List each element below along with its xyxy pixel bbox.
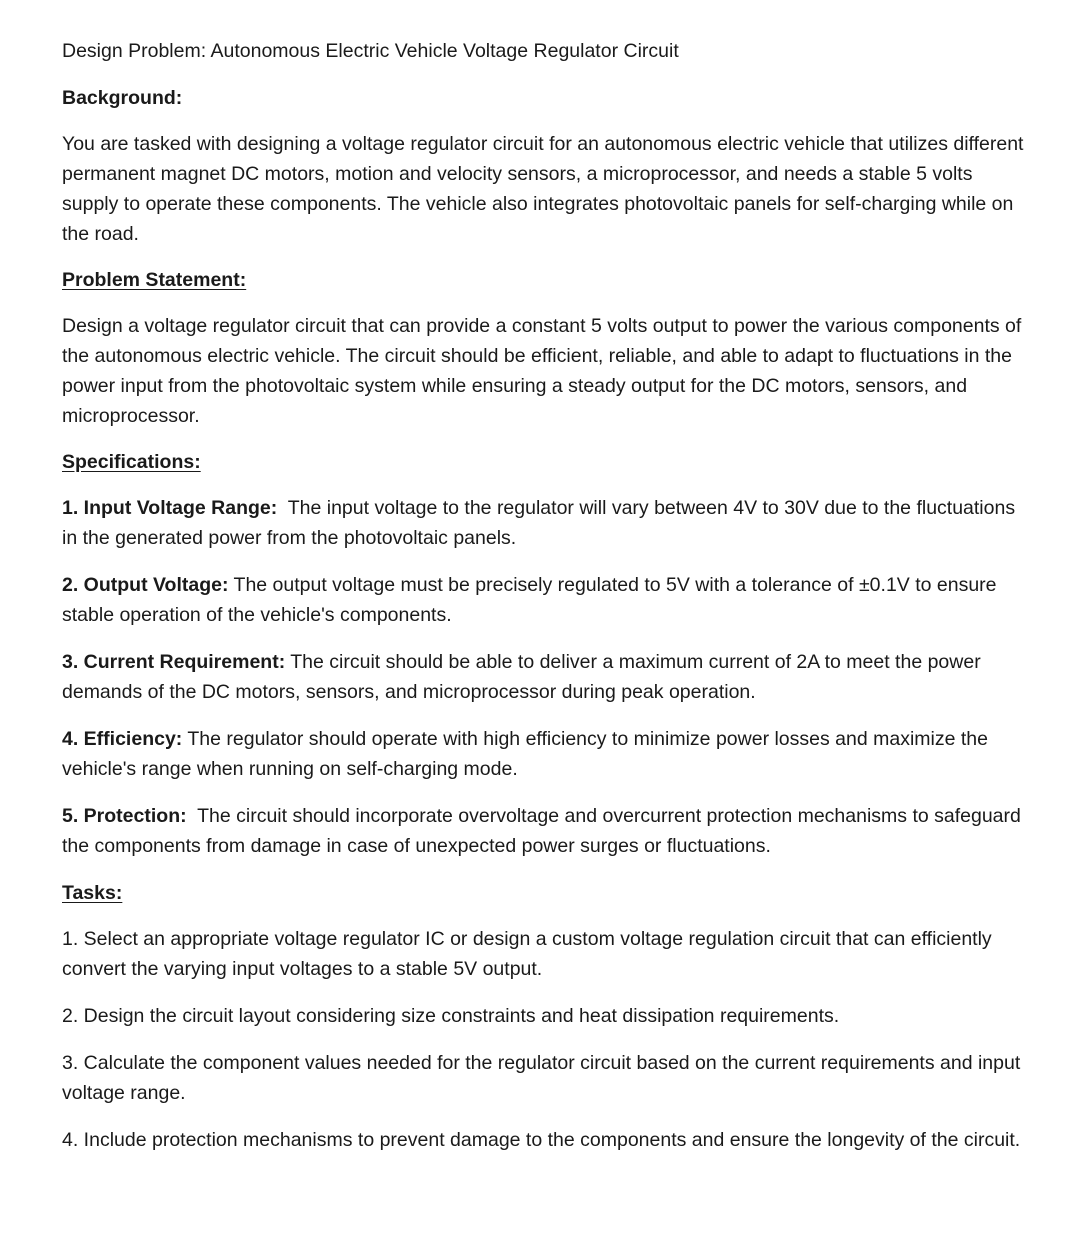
task-item: 1. Select an appropriate voltage regulator IC or design a custom voltage regulation circuit that can efficiently convert the varying input voltages to a stable 5V output. [62, 928, 992, 980]
spec-label: 2. Output Voltage: [62, 574, 229, 596]
task-item: 2. Design the circuit layout considering size constraints and heat dissipation requirements. [62, 1005, 840, 1027]
spec-item-output-voltage [62, 570, 1032, 630]
background-text: You are tasked with designing a voltage regulator circuit for an autonomous electric vehicle that utilizes different permanent magnet DC motors, motion and velocity sensors, a microprocessor, and needs a stable 5 volts supply to operate these components. The vehicle also integrates photovoltaic panels for self-charging while on the road. [62, 133, 1024, 245]
spec-item-protection [62, 801, 1032, 861]
task-item: 4. Include protection mechanisms to prevent damage to the components and ensure the longevity of the circuit. [62, 1129, 1021, 1151]
spec-text: The regulator should operate with high efficiency to minimize power losses and maximize the vehicle's range when running on self-charging mode. [62, 728, 994, 780]
spec-text: The output voltage must be precisely regulated to 5V with a tolerance of ±0.1V to ensure stable operation of the vehicle's components. [62, 574, 1002, 626]
spec-label: 5. Protection: [62, 805, 187, 827]
spec-item-efficiency [62, 724, 1032, 784]
tasks-heading: Tasks: [62, 882, 123, 904]
specifications-heading: Specifications: [62, 451, 201, 473]
background-heading: Background: [62, 87, 183, 109]
spec-text: The circuit should incorporate overvoltage and overcurrent protection mechanisms to safeguard the components from damage in case of unexpected power surges or fluctuations. [62, 805, 1027, 857]
problem-statement-text: Design a voltage regulator circuit that can provide a constant 5 volts output to power the various components of the autonomous electric vehicle. The circuit should be efficient, reliable, and able to adapt to fluctuations in the power input from the photovoltaic system while ensuring a steady output for the DC motors, sensors, and microprocessor. [62, 315, 1022, 427]
spec-item-current-requirement [62, 647, 1032, 707]
document-body [62, 36, 1032, 1172]
spec-label: 3. Current Requirement: [62, 651, 286, 673]
task-item: 3. Calculate the component values needed for the regulator circuit based on the current requirements and input voltage range. [62, 1052, 1021, 1104]
problem-statement-heading: Problem Statement: [62, 269, 247, 291]
spec-label: 4. Efficiency: [62, 728, 183, 750]
spec-text: The circuit should be able to deliver a maximum current of 2A to meet the power demands of the DC motors, sensors, and microprocessor during peak operation. [62, 651, 987, 703]
spec-label: 1. Input Voltage Range: [62, 497, 278, 519]
spec-item-input-voltage-range [62, 493, 1032, 553]
spec-text: The input voltage to the regulator will vary between 4V to 30V due to the fluctuations in the generated power from the photovoltaic panels. [62, 497, 1021, 549]
document-title: Design Problem: Autonomous Electric Vehicle Voltage Regulator Circuit [62, 40, 679, 62]
